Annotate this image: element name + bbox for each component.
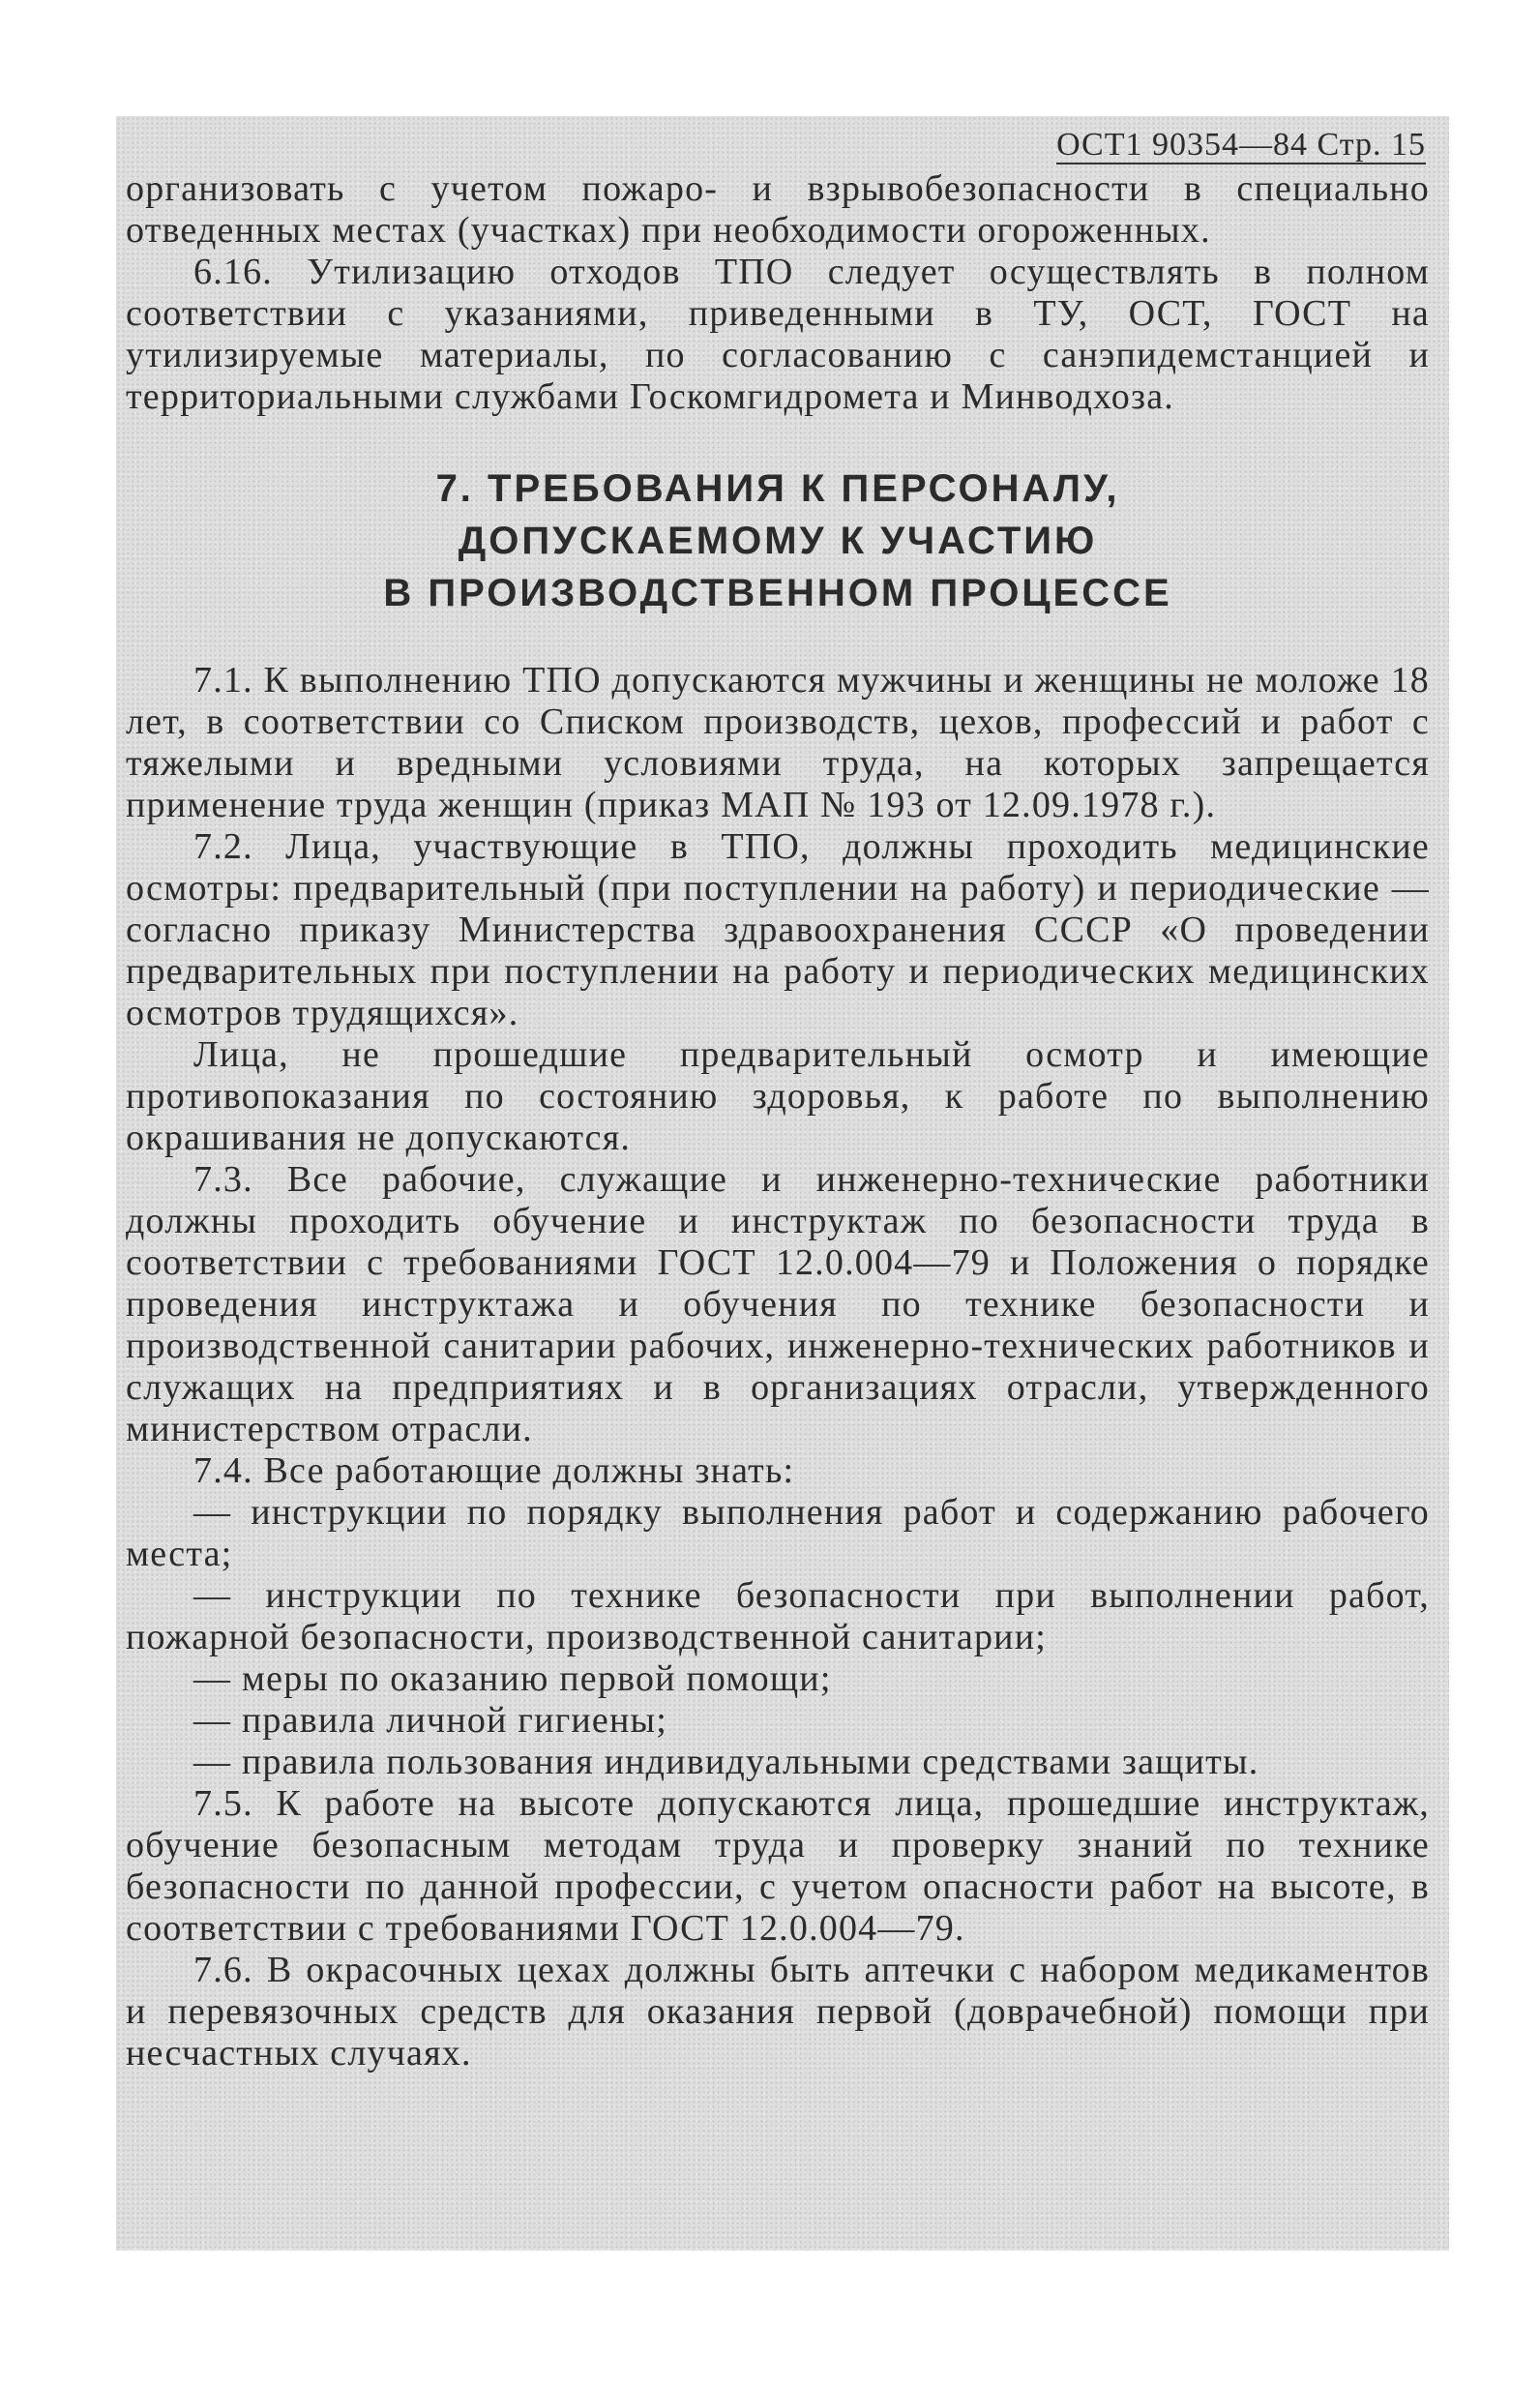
- list-item: — правила личной гигиены;: [193, 1700, 668, 1741]
- standard-page-reference: ОСТ1 90354—84 Стр. 15: [1056, 127, 1426, 163]
- paragraph-7-1: 7.1. К выполнению ТПО допускаются мужчины и женщины не моложе 18 лет, в соответствии со Списком производств, цехов, профессий и работ с тяжелыми и вредными условиями труда, на которых запрещается применение труда женщин (приказ МАП № 193 от 12.09.1978 г.).: [126, 660, 1430, 825]
- paragraph-7-2-continued: Лица, не прошедшие предварительный осмотр и имеющие противопоказания по состоянию здоровья, к работе по выполнению окрашивания не допускаются.: [126, 1034, 1430, 1158]
- section-7-heading: [126, 462, 1430, 619]
- list-item: — инструкции по технике безопасности при выполнении работ, пожарной безопасности, производственной санитарии;: [126, 1575, 1430, 1657]
- paragraph-7-4: 7.4. Все работающие должны знать:: [193, 1450, 795, 1491]
- paragraph-6-16: 6.16. Утилизацию отходов ТПО следует осуществлять в полном соответствии с указаниями, приведенными в ТУ, ОСТ, ГОСТ на утилизируемые материалы, по согласованию с санэпидемстанцией и территориальными службами Госкомгидромета и Минводхоза.: [126, 252, 1430, 417]
- paragraph-7-6: 7.6. В окрасочных цехах должны быть аптечки с набором медикаментов и перевязочных средств для оказания первой (доврачебной) помощи при несчастных случаях.: [126, 1950, 1430, 2073]
- list-item: — правила пользования индивидуальными средствами защиты.: [193, 1742, 1259, 1782]
- section-title-line-3: В ПРОИЗВОДСТВЕННОМ ПРОЦЕССЕ: [383, 572, 1172, 614]
- paragraph-7-5: 7.5. К работе на высоте допускаются лица, прошедшие инструктаж, обучение безопасным методам труда и проверку знаний по технике безопасности по данной профессии, с учетом опасности работ на высоте, в соответствии с требованиями ГОСТ 12.0.004—79.: [126, 1783, 1430, 1949]
- page-header: [126, 126, 1430, 164]
- section-title-line-2: ДОПУСКАЕМОМУ К УЧАСТИЮ: [458, 520, 1098, 562]
- section-title-line-1: 7. ТРЕБОВАНИЯ К ПЕРСОНАЛУ,: [435, 467, 1120, 510]
- requirements-list: [126, 1492, 1430, 1783]
- scanned-page: [116, 116, 1449, 2251]
- paragraph-7-3: 7.3. Все рабочие, служащие и инженерно-технические работники должны проходить обучение и инструктаж по безопасности труда в соответствии с требованиями ГОСТ 12.0.004—79 и Положения о порядке проведения инструктажа и обучения по технике безопасности и производственной санитарии рабочих, инженерно-технических работников и служащих на предприятиях и в организациях отрасли, утвержденного министерством отрасли.: [126, 1159, 1430, 1449]
- list-item: — инструкции по порядку выполнения работ и содержанию рабочего места;: [126, 1492, 1430, 1574]
- paragraph-continuation: организовать с учетом пожаро- и взрывобезопасности в специально отведенных местах (участках) при необходимости огороженных.: [126, 168, 1430, 251]
- paragraph-7-2: 7.2. Лица, участвующие в ТПО, должны проходить медицинские осмотры: предварительный (при поступлении на работу) и периодические — согласно приказу Министерства здравоохранения СССР «О проведении предварительных при поступлении на работу и периодических медицинских осмотров трудящихся».: [126, 826, 1430, 1033]
- list-item: — меры по оказанию первой помощи;: [193, 1658, 832, 1699]
